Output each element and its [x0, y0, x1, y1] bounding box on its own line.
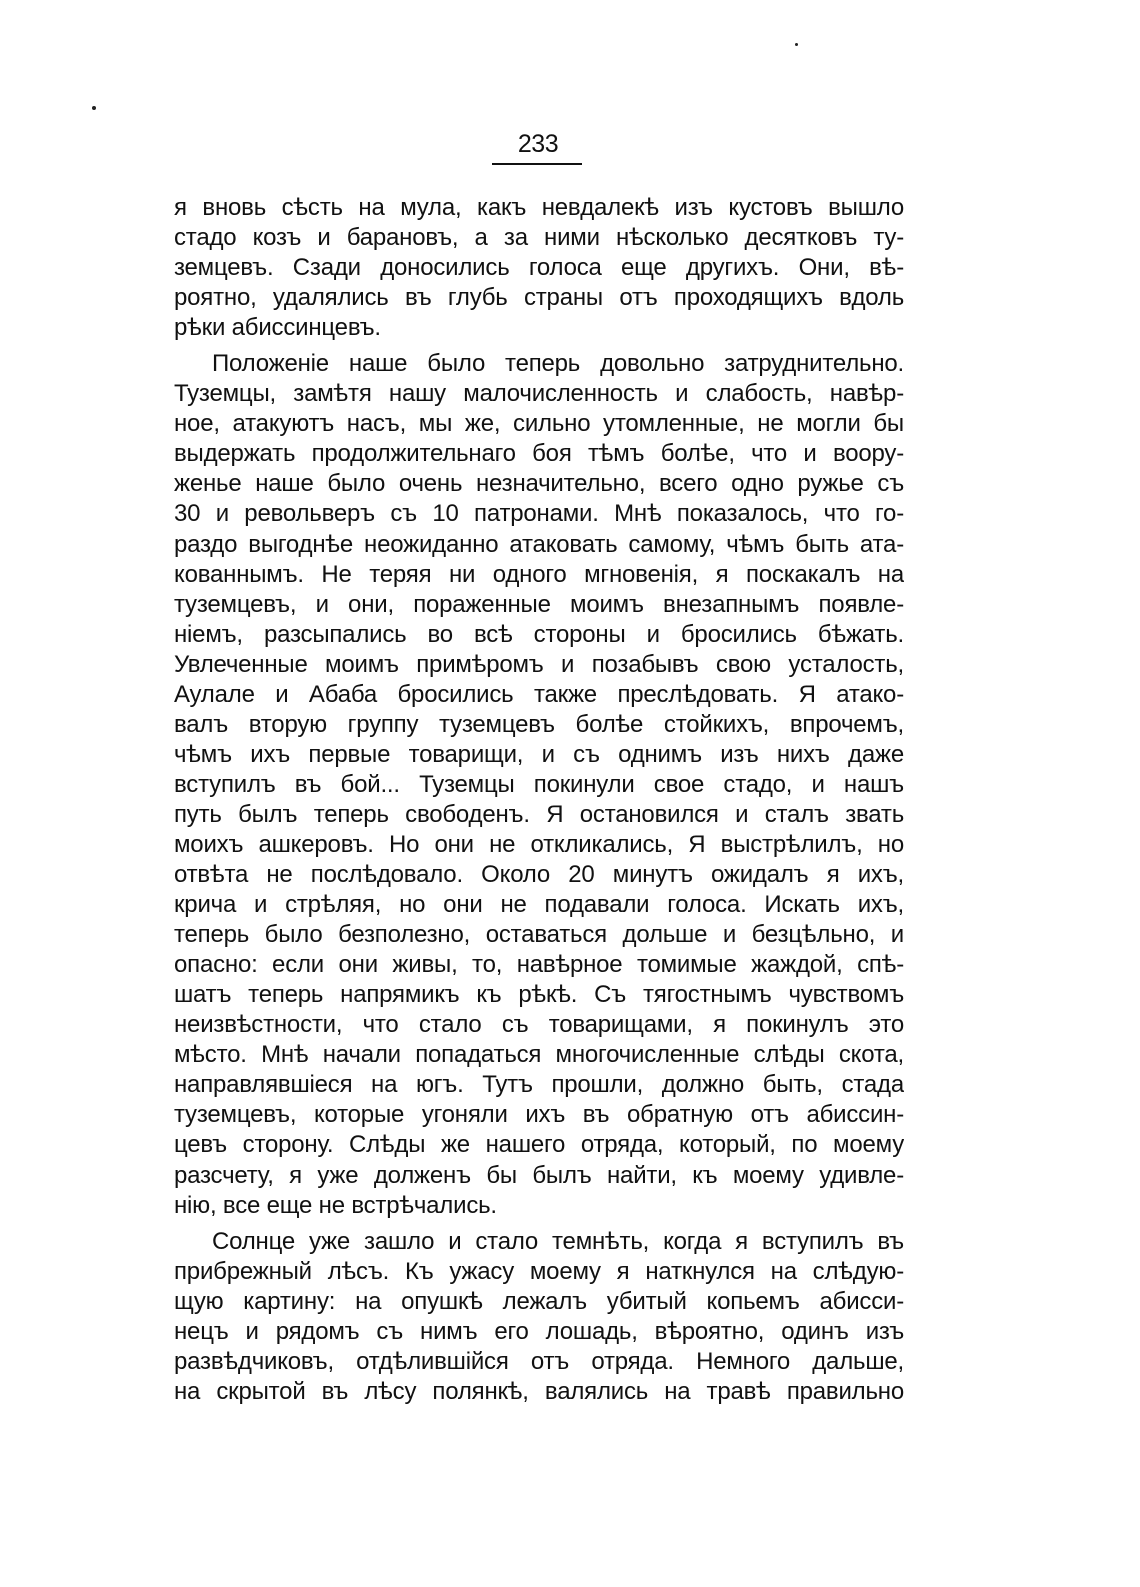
text-line: кованнымъ. Не теряя ни одного мгновенія, я поскакалъ на	[174, 560, 904, 588]
text-line: развѣдчиковъ, отдѣлившійся отъ отряда. Немного дальше,	[174, 1347, 904, 1375]
text-line: земцевъ. Сзади доносились голоса еще другихъ. Они, вѣ-	[174, 254, 904, 282]
text-line: вступилъ въ бой... Туземцы покинули свое стадо, и нашъ	[174, 770, 904, 798]
print-speck	[92, 106, 96, 110]
text-line: отвѣта не послѣдовало. Около 20 минутъ ожидалъ я ихъ,	[174, 861, 904, 889]
page-number-rule	[492, 163, 582, 165]
page-number: 233	[517, 130, 559, 158]
text-line: щую картину: на опушкѣ лежалъ убитый копьемъ абисси-	[174, 1287, 904, 1315]
text-line: стадо козъ и барановъ, а за ними нѣсколько десятковъ ту-	[174, 224, 904, 252]
paragraph	[174, 349, 904, 1220]
text-line: шатъ теперь напрямикъ къ рѣкѣ. Съ тягостнымъ чувствомъ	[174, 981, 904, 1009]
text-line: раздо выгоднѣе неожиданно атаковать самому, чѣмъ быть ата-	[174, 530, 904, 558]
text-line: выдержать продолжительнаго боя тѣмъ болѣе, что и воору-	[174, 440, 904, 468]
text-line: опасно: если они живы, то, навѣрное томимые жаждой, спѣ-	[174, 951, 904, 979]
body-text	[174, 193, 904, 1407]
text-line: ніемъ, разсыпались во всѣ стороны и бросились бѣжать.	[174, 620, 904, 648]
text-line: мѣсто. Мнѣ начали попадаться многочисленные слѣды скота,	[174, 1041, 904, 1069]
text-line: прибрежный лѣсъ. Къ ужасу моему я наткнулся на слѣдую-	[174, 1257, 904, 1285]
text-line: женье наше было очень незначительно, всего одно ружье съ	[174, 470, 904, 498]
text-line: валъ вторую группу туземцевъ болѣе стойкихъ, впрочемъ,	[174, 710, 904, 738]
text-line: роятно, удалялись въ глубь страны отъ проходящихъ вдоль	[174, 284, 904, 312]
paragraph	[174, 193, 904, 343]
text-line: я вновь сѣсть на мула, какъ невдалекѣ изъ кустовъ вышло	[174, 194, 904, 221]
text-line: путь былъ теперь свободенъ. Я остановился и сталъ звать	[174, 800, 904, 828]
text-line: нію, все еще не встрѣчались.	[174, 1191, 497, 1219]
text-line: направлявшіеся на югъ. Тутъ прошли, должно быть, стада	[174, 1071, 904, 1099]
text-line: рѣки абиссинцевъ.	[174, 314, 381, 342]
text-line: Туземцы, замѣтя нашу малочисленность и слабость, навѣр-	[174, 380, 904, 408]
text-line: на скрытой въ лѣсу полянкѣ, валялись на травѣ правильно	[174, 1377, 904, 1405]
print-speck	[795, 43, 798, 46]
text-line: Аулале и Абаба бросились также преслѣдовать. Я атако-	[174, 680, 904, 708]
text-line: Солнце уже зашло и стало темнѣть, когда я вступилъ въ	[212, 1227, 904, 1255]
text-line: нецъ и рядомъ съ нимъ его лошадь, вѣроятно, одинъ изъ	[174, 1317, 904, 1345]
text-line: моихъ ашкеровъ. Но они не откликались, Я выстрѣлилъ, но	[174, 830, 904, 858]
text-line: крича и стрѣляя, но они не подавали голоса. Искать ихъ,	[174, 891, 904, 919]
text-line: туземцевъ, и они, пораженные моимъ внезапнымъ появле-	[174, 590, 904, 618]
text-line: туземцевъ, которые угоняли ихъ въ обратную отъ абиссин-	[174, 1101, 904, 1129]
text-line: ное, атакуютъ насъ, мы же, сильно утомленные, не могли бы	[174, 410, 904, 438]
text-line: разсчету, я уже долженъ бы былъ найти, къ моему удивле-	[174, 1161, 904, 1189]
paragraph	[174, 1227, 904, 1407]
text-line: Положеніе наше было теперь довольно затруднительно.	[212, 350, 904, 378]
text-line: 30 и револьверъ съ 10 патронами. Мнѣ показалось, что го-	[174, 500, 904, 528]
text-line: цевъ сторону. Слѣды же нашего отряда, который, по моему	[174, 1131, 904, 1159]
text-line: Увлеченные моимъ примѣромъ и позабывъ свою усталость,	[174, 650, 904, 678]
text-line: чѣмъ ихъ первые товарищи, и съ однимъ изъ нихъ даже	[174, 740, 904, 768]
text-line: теперь было безполезно, оставаться дольше и безцѣльно, и	[174, 921, 904, 949]
text-line: неизвѣстности, что стало съ товарищами, я покинулъ это	[174, 1011, 904, 1039]
